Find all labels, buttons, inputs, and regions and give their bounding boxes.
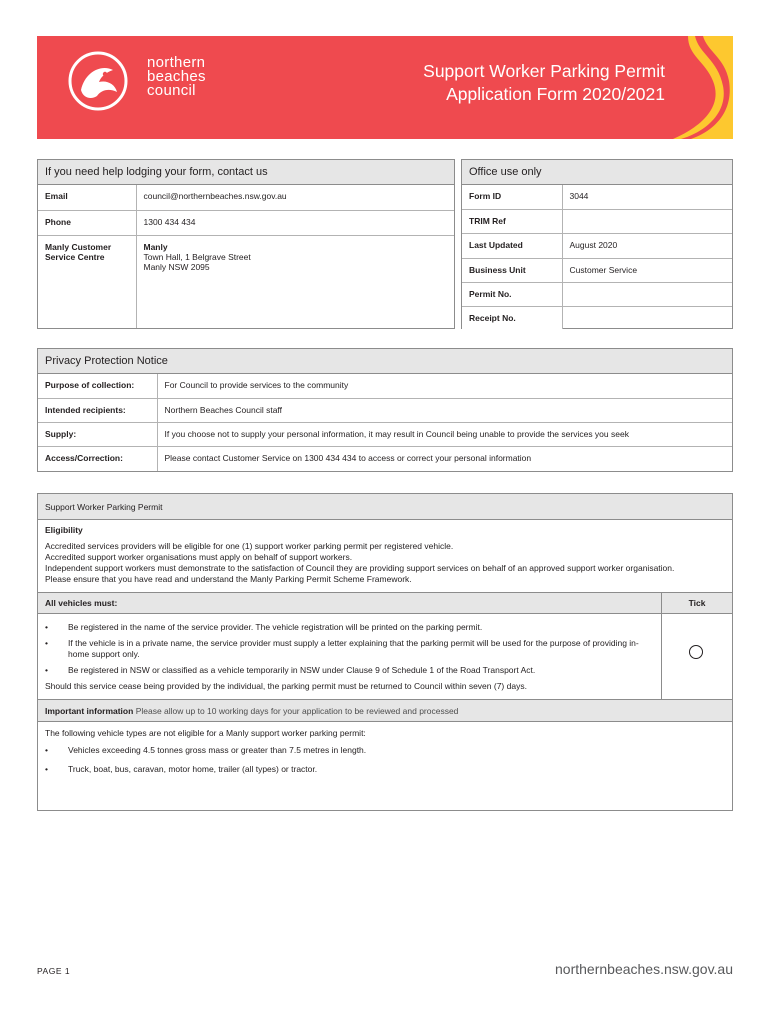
contact-address-line-1: Town Hall, 1 Belgrave Street bbox=[143, 251, 251, 262]
list-item bbox=[45, 622, 654, 633]
brand-line-2: beaches bbox=[147, 68, 206, 85]
table-row bbox=[462, 258, 732, 282]
table-row bbox=[38, 446, 732, 471]
form-title-line-1: Support Worker Parking Permit bbox=[423, 61, 665, 81]
eligibility-line: Independent support workers must demonstrate to the satisfaction of Council they are providing support services on behalf of an approved support worker organisation. bbox=[45, 563, 675, 573]
not-eligible-text: Truck, boat, bus, caravan, motor home, trailer (all types) or tractor. bbox=[68, 764, 318, 774]
form-id-label: Form ID bbox=[462, 185, 562, 209]
trim-ref-value[interactable] bbox=[562, 209, 732, 233]
cease-note: Should this service cease being provided by the individual, the parking permit must be returned to Council within seven (7) days. bbox=[45, 681, 527, 691]
contact-service-centre-value bbox=[136, 235, 454, 328]
contact-box-title: If you need help lodging your form, contact us bbox=[38, 160, 454, 185]
purpose-label: Purpose of collection: bbox=[38, 374, 157, 398]
trim-ref-label: TRIM Ref bbox=[462, 209, 562, 233]
table-row bbox=[38, 374, 732, 398]
table-row bbox=[462, 282, 732, 306]
privacy-notice-title: Privacy Protection Notice bbox=[38, 349, 732, 374]
contact-phone-label: Phone bbox=[38, 210, 136, 235]
form-id-value: 3044 bbox=[562, 185, 732, 209]
requirement-text: Be registered in NSW or classified as a vehicle temporarily in NSW under Clause 9 of Schedule 1 of the Road Transport Act. bbox=[68, 665, 536, 675]
header-banner bbox=[37, 36, 733, 139]
important-information bbox=[38, 700, 732, 722]
business-unit-label: Business Unit bbox=[462, 258, 562, 282]
last-updated-label: Last Updated bbox=[462, 233, 562, 258]
contact-email-value[interactable]: council@northernbeaches.nsw.gov.au bbox=[136, 185, 454, 210]
list-item bbox=[45, 745, 725, 756]
eligibility-line: Please ensure that you have read and understand the Manly Parking Permit Scheme Framework. bbox=[45, 574, 412, 584]
tick-checkbox[interactable] bbox=[689, 645, 703, 659]
brand-name bbox=[147, 56, 206, 98]
receipt-no-label: Receipt No. bbox=[462, 306, 562, 329]
receipt-no-field[interactable] bbox=[562, 306, 732, 329]
page-number: PAGE 1 bbox=[37, 966, 71, 976]
requirement-text: Be registered in the name of the service provider. The vehicle registration will be printed on the parking permit. bbox=[68, 622, 483, 632]
contact-phone-value[interactable]: 1300 434 434 bbox=[136, 210, 454, 235]
bullet-icon: • bbox=[45, 622, 48, 632]
eligibility-heading: Eligibility bbox=[45, 525, 83, 535]
office-use-table bbox=[462, 185, 732, 329]
supply-label: Supply: bbox=[38, 422, 157, 446]
permit-section bbox=[37, 493, 733, 811]
permit-no-label: Permit No. bbox=[462, 282, 562, 306]
all-vehicles-label: All vehicles must: bbox=[38, 593, 662, 613]
table-row bbox=[38, 422, 732, 446]
important-label: Important information bbox=[45, 706, 134, 716]
privacy-notice-box bbox=[37, 348, 733, 472]
not-eligible-section bbox=[38, 722, 732, 784]
table-row bbox=[462, 233, 732, 258]
requirements-list bbox=[38, 614, 662, 699]
business-unit-value: Customer Service bbox=[562, 258, 732, 282]
table-row bbox=[38, 185, 454, 210]
brand-line-1: northern bbox=[147, 54, 206, 71]
recipients-value: Northern Beaches Council staff bbox=[157, 398, 732, 422]
website-link[interactable]: northernbeaches.nsw.gov.au bbox=[555, 961, 733, 977]
requirement-text: If the vehicle is in a private name, the service provider must supply a letter explaining that the parking permit will be used for the purpose of providing in-home support only. bbox=[68, 638, 639, 659]
not-eligible-intro: The following vehicle types are not eligible for a Manly support worker parking permit: bbox=[45, 728, 366, 738]
table-row bbox=[462, 306, 732, 329]
contact-email-label: Email bbox=[38, 185, 136, 210]
access-correction-label: Access/Correction: bbox=[38, 446, 157, 471]
form-title bbox=[423, 60, 665, 106]
bullet-icon: • bbox=[45, 665, 48, 675]
bullet-icon: • bbox=[45, 638, 48, 648]
supply-value: If you choose not to supply your personal information, it may result in Council being unable to provide the services you seek bbox=[157, 422, 732, 446]
contact-service-centre-name: Manly bbox=[143, 241, 168, 252]
form-title-line-2: Application Form 2020/2021 bbox=[446, 84, 665, 104]
bullet-icon: • bbox=[45, 745, 48, 755]
contact-box bbox=[37, 159, 455, 329]
eligibility-section bbox=[38, 520, 732, 592]
table-row bbox=[462, 185, 732, 209]
contact-address-line-2: Manly NSW 2095 bbox=[143, 261, 210, 272]
table-row bbox=[38, 398, 732, 422]
tick-label: Tick bbox=[688, 598, 706, 608]
purpose-value: For Council to provide services to the community bbox=[157, 374, 732, 398]
list-item bbox=[45, 638, 654, 660]
contact-table bbox=[38, 185, 454, 328]
eligibility-line: Accredited support worker organisations must apply on behalf of support workers. bbox=[45, 552, 353, 562]
list-item bbox=[45, 665, 654, 676]
table-row bbox=[38, 235, 454, 328]
bullet-icon: • bbox=[45, 764, 48, 774]
all-vehicles-body bbox=[38, 614, 732, 700]
council-logo-icon bbox=[67, 50, 129, 112]
last-updated-value: August 2020 bbox=[562, 233, 732, 258]
permit-section-title: Support Worker Parking Permit bbox=[38, 494, 732, 520]
table-row bbox=[462, 209, 732, 233]
list-item bbox=[45, 764, 725, 775]
access-correction-value: Please contact Customer Service on 1300 434 434 to access or correct your personal information bbox=[164, 452, 532, 463]
permit-no-field[interactable] bbox=[562, 282, 732, 306]
eligibility-line: Accredited services providers will be eligible for one (1) support worker parking permit per registered vehicle. bbox=[45, 541, 454, 551]
not-eligible-text: Vehicles exceeding 4.5 tonnes gross mass or greater than 7.5 metres in length. bbox=[68, 745, 367, 755]
all-vehicles-header bbox=[38, 592, 732, 614]
brand-line-3: council bbox=[147, 82, 196, 99]
office-use-box bbox=[461, 159, 733, 329]
recipients-label: Intended recipients: bbox=[38, 398, 157, 422]
important-text: Please allow up to 10 working days for your application to be reviewed and processed bbox=[135, 706, 459, 716]
privacy-table bbox=[38, 374, 732, 471]
office-use-title: Office use only bbox=[462, 160, 732, 185]
tick-cell bbox=[662, 614, 732, 699]
table-row bbox=[38, 210, 454, 235]
contact-service-centre-label: Manly Customer Service Centre bbox=[38, 235, 136, 328]
